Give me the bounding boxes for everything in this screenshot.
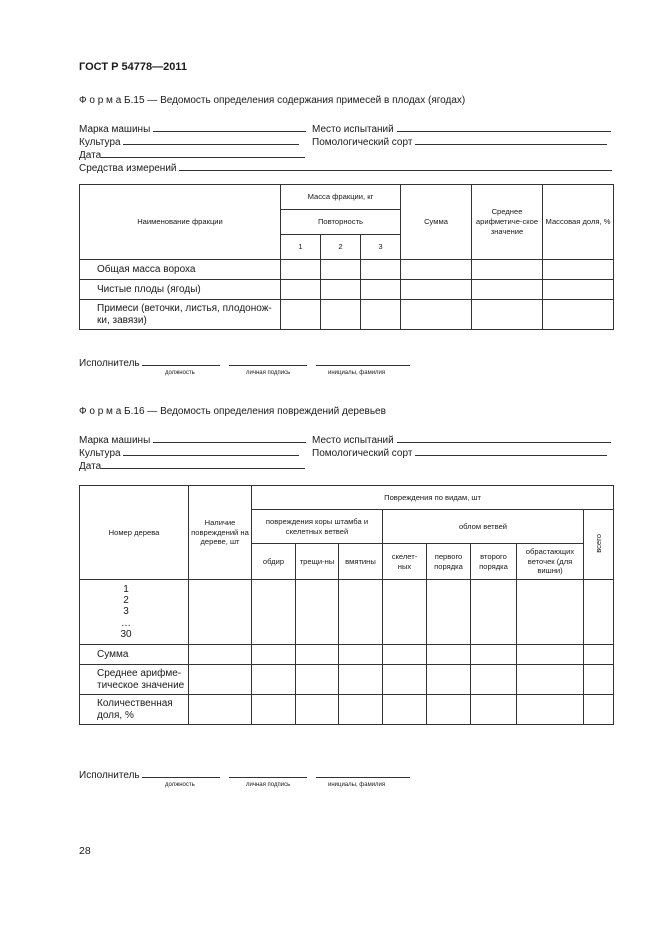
- col-sum: Сумма: [401, 185, 472, 260]
- col-total: [584, 510, 614, 580]
- col-repeat: Повторность: [281, 210, 401, 235]
- cell[interactable]: [296, 645, 339, 665]
- document-header: ГОСТ Р 54778—2011: [79, 61, 187, 73]
- col-bark-damage: повреждения коры штамба и скелетных ветвей: [252, 510, 383, 544]
- cell[interactable]: [339, 665, 383, 695]
- cell[interactable]: [427, 645, 471, 665]
- row-sum: Сумма: [80, 645, 189, 665]
- cell[interactable]: [252, 695, 296, 725]
- cell[interactable]: [281, 280, 321, 300]
- form-b16-title: Ф о р м а Б.16 — Ведомость определения повреждений деревьев: [79, 406, 386, 417]
- row-average: Среднее арифме-тическое значение: [80, 665, 189, 695]
- cell[interactable]: [427, 695, 471, 725]
- cell[interactable]: [281, 300, 321, 330]
- cell[interactable]: [401, 300, 472, 330]
- cell[interactable]: [383, 695, 427, 725]
- page-number: 28: [79, 845, 91, 857]
- tree-number: …: [121, 617, 131, 629]
- cell[interactable]: [471, 665, 517, 695]
- cell[interactable]: [401, 260, 472, 280]
- cell[interactable]: [252, 580, 296, 645]
- field-label: Место испытаний: [312, 124, 394, 135]
- cell[interactable]: [383, 580, 427, 645]
- tree-number: 30: [120, 628, 132, 640]
- field-label: Средства измерений: [79, 163, 177, 174]
- cell[interactable]: [584, 580, 614, 645]
- sub-dent: вмятины: [339, 544, 383, 580]
- sub-first-order: первого порядка: [427, 544, 471, 580]
- sub-strip: обдир: [252, 544, 296, 580]
- row-clean-fruit: Чистые плоды (ягоды): [80, 280, 281, 300]
- tree-number: 3: [123, 606, 129, 618]
- cell[interactable]: [361, 300, 401, 330]
- tree-number: 1: [123, 584, 129, 596]
- caption-sign: личная подпись: [246, 370, 291, 376]
- cell[interactable]: [383, 645, 427, 665]
- col-branch-break: облом ветвей: [383, 510, 584, 544]
- tree-number: 2: [123, 595, 129, 607]
- field-variety-2[interactable]: [312, 444, 607, 459]
- field-label: Дата: [79, 150, 102, 161]
- field-label: Место испытаний: [312, 435, 394, 446]
- cell[interactable]: [584, 645, 614, 665]
- cell[interactable]: [427, 580, 471, 645]
- cell[interactable]: [281, 260, 321, 280]
- caption-position: должность: [165, 370, 195, 376]
- cell[interactable]: [189, 665, 252, 695]
- cell[interactable]: [189, 695, 252, 725]
- repeat-2: 2: [321, 235, 361, 260]
- form-b15-table: [79, 184, 614, 330]
- caption-sign-2: личная подпись: [246, 782, 291, 788]
- cell[interactable]: [296, 695, 339, 725]
- cell[interactable]: [472, 280, 543, 300]
- caption-position-2: должность: [165, 782, 195, 788]
- field-label: Культура: [79, 137, 121, 148]
- field-label: Помологический сорт: [312, 137, 413, 148]
- cell[interactable]: [401, 280, 472, 300]
- cell[interactable]: [189, 580, 252, 645]
- row-impurities: Примеси (веточки, листья, плодонож-ки, завязи): [80, 300, 281, 330]
- row-total-mass: Общая масса вороха: [80, 260, 281, 280]
- cell[interactable]: [472, 300, 543, 330]
- signature-line-2[interactable]: [79, 766, 410, 781]
- cell[interactable]: [427, 665, 471, 695]
- field-label: Культура: [79, 448, 121, 459]
- cell[interactable]: [252, 665, 296, 695]
- cell[interactable]: [296, 580, 339, 645]
- row-quantitative-share: Количественная доля, %: [80, 695, 189, 725]
- field-label: Дата: [79, 461, 102, 472]
- cell[interactable]: [517, 645, 584, 665]
- cell[interactable]: [584, 665, 614, 695]
- cell[interactable]: [471, 580, 517, 645]
- cell[interactable]: [517, 695, 584, 725]
- cell[interactable]: [517, 665, 584, 695]
- repeat-3: 3: [361, 235, 401, 260]
- caption-name: инициалы, фамилия: [328, 370, 386, 376]
- cell[interactable]: [471, 695, 517, 725]
- cell[interactable]: [339, 645, 383, 665]
- col-mass-share: Массовая доля, %: [543, 185, 614, 260]
- field-instruments[interactable]: [79, 159, 612, 174]
- sub-twigs: обрастающих веточек (для вишни): [517, 544, 584, 580]
- field-label: Марка машины: [79, 124, 151, 135]
- cell[interactable]: [361, 280, 401, 300]
- field-label: Марка машины: [79, 435, 151, 446]
- form-b16-table: [79, 485, 614, 725]
- col-presence: Наличие повреждений на дереве, шт: [189, 486, 252, 580]
- cell[interactable]: [189, 645, 252, 665]
- col-fraction-name: Наименование фракции: [80, 185, 281, 260]
- cell[interactable]: [321, 260, 361, 280]
- cell[interactable]: [543, 260, 614, 280]
- signature-line-1[interactable]: [79, 354, 410, 369]
- cell[interactable]: [383, 665, 427, 695]
- sub-crack: трещи-ны: [296, 544, 339, 580]
- field-variety[interactable]: [312, 133, 607, 148]
- col-average: Среднее арифметиче-ское значение: [472, 185, 543, 260]
- repeat-1: 1: [281, 235, 321, 260]
- sub-second-order: второго порядка: [471, 544, 517, 580]
- cell[interactable]: [339, 695, 383, 725]
- cell[interactable]: [252, 645, 296, 665]
- field-label: Помологический сорт: [312, 448, 413, 459]
- col-total-label: всего: [593, 533, 603, 553]
- cell[interactable]: [517, 580, 584, 645]
- col-fraction-mass: Масса фракции, кг: [281, 185, 401, 210]
- cell[interactable]: [296, 665, 339, 695]
- cell[interactable]: [471, 645, 517, 665]
- tree-numbers: [80, 580, 189, 645]
- cell[interactable]: [584, 695, 614, 725]
- form-b15-title: Ф о р м а Б.15 — Ведомость определения содержания примесей в плодах (ягодах): [79, 95, 466, 106]
- signature-label: Исполнитель: [79, 770, 140, 781]
- cell[interactable]: [361, 260, 401, 280]
- col-tree-number: Номер дерева: [80, 486, 189, 580]
- col-damage-types: Повреждения по видам, шт: [252, 486, 614, 510]
- field-date-2[interactable]: [79, 457, 305, 472]
- cell[interactable]: [472, 260, 543, 280]
- cell[interactable]: [543, 300, 614, 330]
- cell[interactable]: [321, 280, 361, 300]
- caption-name-2: инициалы, фамилия: [328, 782, 386, 788]
- cell[interactable]: [543, 280, 614, 300]
- cell[interactable]: [321, 300, 361, 330]
- sub-skeletal: скелет-ных: [383, 544, 427, 580]
- signature-label: Исполнитель: [79, 358, 140, 369]
- cell[interactable]: [339, 580, 383, 645]
